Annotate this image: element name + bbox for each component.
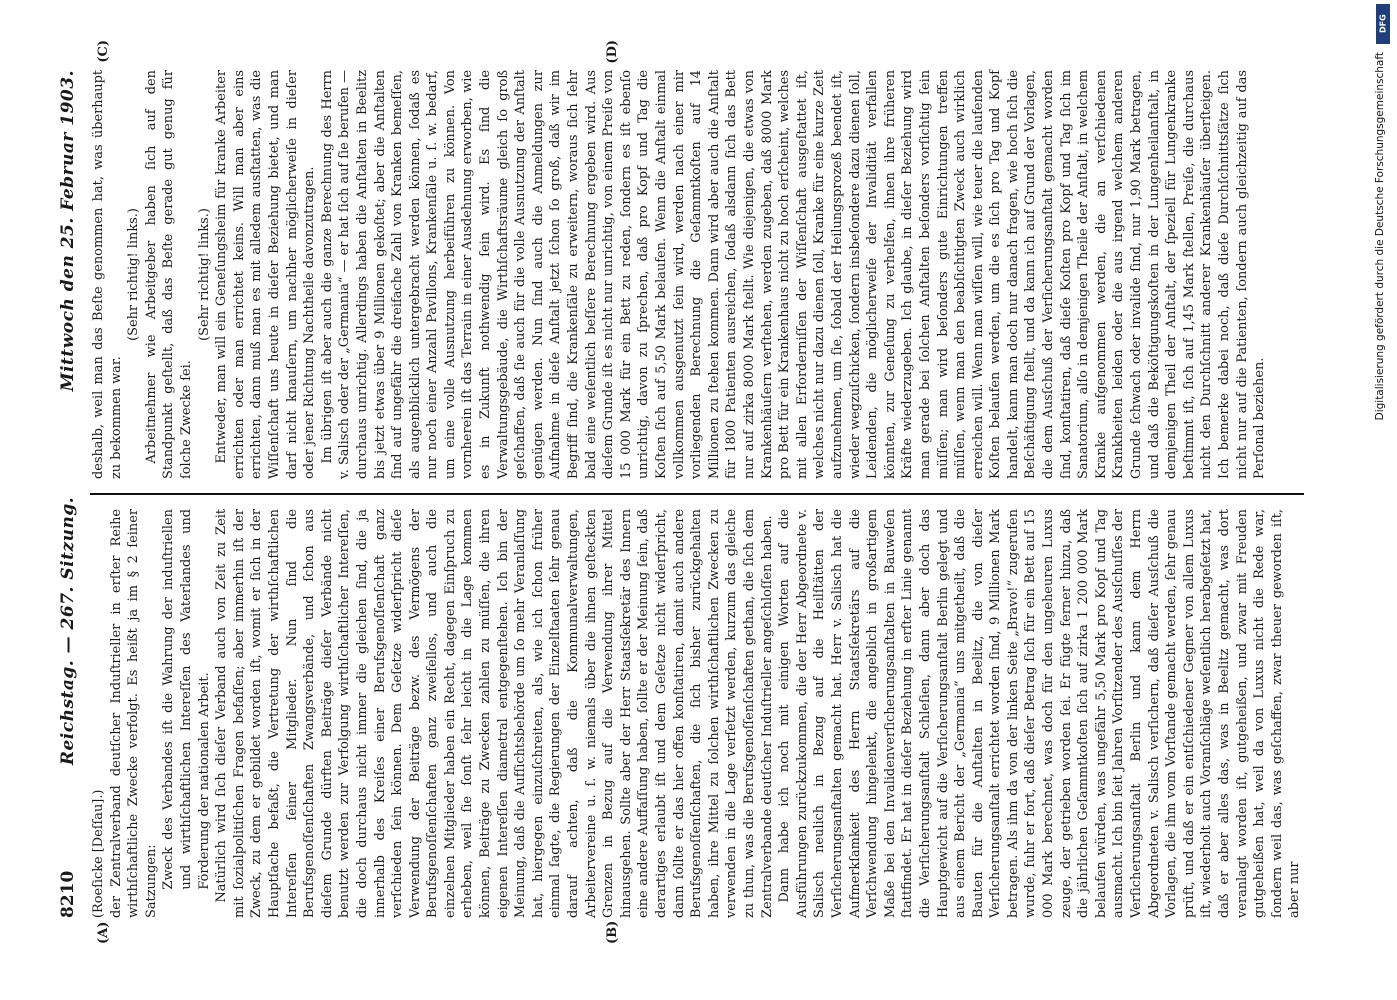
column-divider bbox=[90, 493, 1304, 495]
page-number: 8210 bbox=[58, 870, 78, 918]
running-title: Reichstag. — 267. Sitzung. bbox=[58, 496, 78, 766]
margin-mark-c: (C) bbox=[96, 40, 111, 63]
paragraph: der Zentralverband deutſcher Induſtrieller in erſter Reihe wirthſchaftliche Zwecke verfolgt. Es heißt ja im § 2 ſeiner Satzungen: bbox=[108, 509, 159, 918]
margin-mark-b: (B) bbox=[605, 920, 620, 944]
funding-credit: Digitalisierung gefördert durch die Deutsche Forschungsgemeinschaft bbox=[1374, 52, 1386, 421]
paragraph: Natürlich wird ſich dieſer Verband auch von Zeit zu Zeit mit ſozialpolitiſchen Fragen befaſſen; aber immerhin iſt der Zweck, zu dem er gebildet worden iſt, womit er ſich in der Hauptſache befaßt, die Vertretung der wirthſchaftlichen Intereſſen ſeiner Mitglieder. Nun ſind die Berufsgenoſſenſchaften Zwangsverbände, und ſchon aus dieſem Grunde dürften Beiträge dieſer Verbände nicht benutzt werden zur Verfolgung wirthſchaftlicher Intereſſen, die doch durchaus nicht immer die gleichen ſind, die ja innerhalb des Kreiſes einer Berufsgenoſſenſchaft ganz verſchieden ſein können. Dem Geſetze widerſpricht dieſe Verwendung der Beiträge bezw. des Vermögens der Berufsgenoſſenſchaften ganz zweifellos, und auch die einzelnen Mitglieder haben ein Recht, dagegen Einſpruch zu erheben, weil ſie ſonſt ſehr leicht in die Lage kommen können, Beiträge zu Zwecken zahlen zu müſſen, die ihren eigenen Intereſſen diametral entgegenſtehen. Ich bin der Meinung, daß die Aufſichtsbehörde um ſo mehr Veranlaſſung hat, hiergegen einzuſchreiten, als, wie ich ſchon früher einmal ſagte, die Regierungen der Einzelſtaaten ſehr genau darauf achten, daß die Kommunalverwaltungen, Arbeitervereine u. ſ. w. niemals über die ihnen geſteckten Grenzen in Bezug auf die Verwendung ihrer Mittel hinausgehen. Sollte aber der Herr Staatsſekretär des Innern eine andere Auffaſſung haben, ſollte er der Meinung ſein, daß derartiges erlaubt iſt und dem Geſetze nicht widerſpricht, dann ſollte er das hier offen konſtatiren, damit auch andere Berufsgenoſſenſchaften, die ſich bisher zurückgehalten haben, ihre Mittel zu ſolchen wirthſchaftlichen Zwecken zu verwenden in die Lage verſetzt werden, kurzum das gleiche zu thun, was die Berufsgenoſſenſchaften gethan, die ſich dem Zentralverbande deutſcher Induſtrieller angeſchloſſen haben. bbox=[214, 509, 775, 918]
dfg-logo: DFG bbox=[1376, 4, 1390, 44]
session-date: Mittwoch den 25. Februar 1903. bbox=[58, 70, 78, 392]
paragraph: deshalb, weil man das Beſte genommen hat, was überhaupt zu bekommen war. bbox=[91, 70, 124, 479]
left-column bbox=[90, 509, 1304, 918]
paragraph: Entweder, man will ein Geneſungsheim für kranke Arbeiter errichten oder man errichtet keins. Will man aber eins errichten, dann muß man es mit alledem ausſtatten, was die Wiſſenſchaft uns heute in dieſer Beziehung bietet, und man darf nicht knauſern, um nachher möglicherweiſe in dieſer oder jener Richtung Nachtheile davonzutragen. bbox=[214, 70, 318, 479]
margin-mark-a: (A) bbox=[96, 921, 111, 944]
text-columns bbox=[90, 40, 1304, 944]
paragraph: Dann habe ich noch mit einigen Worten auf die Ausführungen zurückzukommen, die der Herr Abgeordnete v. Salisch neulich in Bezug auf die Heilſtätten der Verſicherungsanſtalten gemacht hat. Herr v. Salisch hat die Aufmerkſamkeit des Herrn Staatsſekretärs auf die Verſchwendung hingelenkt, die angeblich in großartigem Maße bei den Invalidenverſicherungsanſtalten in Bauweſen ſtattfindet. Er hat in dieſer Beziehung in erſter Linie genannt die Verſicherungsanſtalt Schleſien, dann aber doch das Hauptgewicht auf die Verſicherungsanſtalt Berlin gelegt und aus einem Bericht der „Germania“ uns mitgetheilt, daß die Bauten für die Anſtalten in Beelitz, die von dieſer Verſicherungsanſtalt errichtet worden ſind, 9 Millionen Mark betragen. Als ihm da von der linken Seite „Bravo!“ zugerufen wurde, fuhr er fort, daß dieſer Betrag ſich für ein Bett auf 15 000 Mark berechnet, was doch für den ungeheuren Luxus zeuge, der getrieben worden ſei. Er fügte ferner hinzu, daß die jährlichen Geſammtkoſten ſich auf zirka 1 200 000 Mark belaufen würden, was ungefähr 5,50 Mark pro Kopf und Tag ausmacht. Ich bin ſeit Jahren Vorſitzender des Ausſchuſſes der Verſicherungsanſtalt Berlin und kann dem Herrn Abgeordneten v. Salisch verſichern, daß dieſer Ausſchuß die Vorlagen, die ihm vom Vorſtande gemacht werden, ſehr genau prüft, und daß er ein entſchiedener Gegner von allem Luxus iſt, wiederholt auch Voranſchläge weſentlich herabgeſetzt hat, daß er aber alles das, was in Beelitz gemacht, was dort veranlagt worden iſt, gutgeheißen, und zwar mit Freuden gutgeheißen hat, weil da von Luxus nicht die Rede war, ſondern weil das, was geſchaffen, zwar theuer geworden iſt, aber nur bbox=[777, 509, 1303, 918]
paragraph: (Sehr richtig! links.) bbox=[126, 208, 142, 341]
paragraph: (Roeſicke [Deſſau].) bbox=[91, 789, 106, 918]
paragraph: Zweck des Verbandes iſt die Wahrung der induſtriellen und wirthſchaftlichen Intereſſen des Vaterlandes und Förderung der nationalen Arbeit. bbox=[161, 509, 212, 890]
paragraph: Im übrigen iſt aber auch die ganze Berechnung des Herrn v. Salisch oder der „Germania“ — er hat ſich auf ſie berufen — durchaus unrichtig. Allerdings haben die Anſtalten in Beelitz bis jetzt etwas über 9 Millionen gekoſtet; aber die Anſtalten ſind auf ungefähr die dreifache Zahl von Kranken bemeſſen, als augenblicklich untergebracht werden können, ſodaß es nur noch einer Anzahl Pavillons, Krankenſäle u. ſ. w. bedarf, um eine volle Ausnutzung herbeiführen zu können. Von vornherein iſt das Terrain in einer Ausdehnung erworben, wie es in Zukunft nothwendig ſein wird. Es ſind die Verwaltungsgebäude, die Wirthſchaftsräume gleich ſo groß geſchaffen, daß ſie auch für die volle Ausnutzung der Anſtalt genügen werden. Nun ſind auch die Anmeldungen zur Aufnahme in dieſe Anſtalt jetzt ſchon ſo groß, daß wir im Begriff ſind, die Krankenſäle zu erweitern, woraus ſich ſehr bald eine weſentlich beſſere Berechnung ergeben wird. Aus dieſem Grunde iſt es nicht nur unrichtig, von einem Preiſe von 15 000 Mark für ein Bett zu reden, ſondern es iſt ebenſo unrichtig, davon zu ſprechen, daß pro Kopf und Tag die Koſten ſich auf 5,50 Mark belaufen. Wenn die Anſtalt einmal vollkommen ausgenutzt ſein wird, werden nach einer mir vorliegenden Berechnung die Geſammtkoſten auf 14 Millionen zu ſtehen kommen. Dann wird aber auch die Anſtalt für 1800 Patienten ausreichen, ſodaß alsdann ſich das Bett nur auf zirka 8000 Mark ſtellt. Wie diejenigen, die etwas von Krankenhäuſern verſtehen, werden zugeben, daß 8000 Mark pro Bett für ein Krankenhaus nicht zu hoch erſcheint, welches mit allen Erforderniſſen der Wiſſenſchaft ausgeſtattet iſt, welches nicht nur dazu dienen ſoll, Kranke für eine kurze Zeit aufzunehmen, um ſie, ſobald der Heilungsprozeß beendet iſt, wieder wegzuſchicken, ſondern insbeſondere dazu dienen ſoll, Leidenden, die möglicherweiſe der Invalidität verfallen könnten, zur Geneſung zu verhelfen, ihnen ihre früheren Kräfte wiederzugeben. Ich glaube, in dieſer Beziehung wird man gerade bei ſolchen Anſtalten beſonders vorſichtig ſein müſſen; man wird beſonders gute Einrichtungen treffen müſſen, wenn man den beabſichtigten Zweck auch wirklich erreichen will. Wenn man wiſſen will, wie teuer die laufenden Koſten belaufen werden, um die es ſich pro Tag und Kopf handelt, kann man doch nur danach fragen, wie hoch ſich die Beſchäftigung ſtellt, und da kann ich auf Grund der Vorlagen, die dem Ausſchuß der Verſicherungsanſtalt gemacht worden ſind, konſtatiren, daß dieſe Koſten pro Kopf und Tag ſich im Sanatorium, alſo in demjenigen Theile der Anſtalt, in welchem Kranke aufgenommen werden, die an verſchiedenen Krankheiten leiden oder die aus irgend welchem anderen Grunde ſchwach oder invalide ſind, nur 1,90 Mark betragen, und daß die Beköſtigungskoſten in der Lungenheilanſtalt, in demjenigen Theil der Anſtalt, der ſpeziell für Lungenkranke beſtimmt iſt, ſich auf 1,45 Mark ſtellen, Preiſe, die durchaus nicht den Durchſchnitt anderer Krankenhäuſer überſteigen. Ich bemerke dabei noch, daß dieſe Durchſchnittsſätze ſich nicht nur auf die Patienten, ſondern auch gleichzeitig auf das Perſonal beziehen. bbox=[319, 70, 1268, 479]
page-header bbox=[58, 70, 84, 918]
margin-mark-d: (D) bbox=[605, 40, 620, 64]
paragraph: Arbeitnehmer wie Arbeitgeber haben ſich auf den Standpunkt geſtellt, daß das Beſte gerade gut genug für ſolche Zwecke ſei. bbox=[143, 70, 194, 479]
paragraph: (Sehr richtig! links.) bbox=[196, 208, 212, 341]
right-column bbox=[90, 70, 1304, 479]
